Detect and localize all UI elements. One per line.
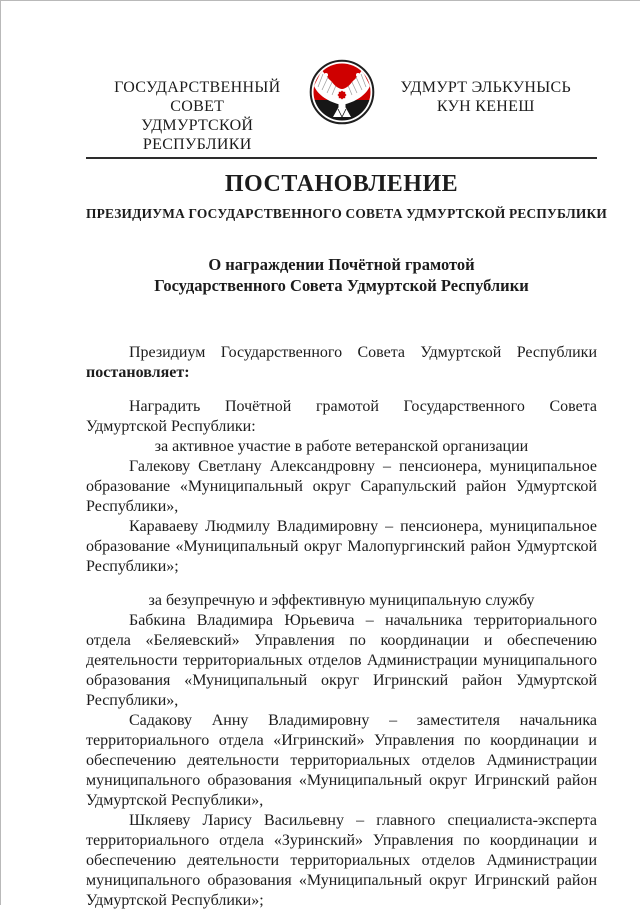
document-title: ПОСТАНОВЛЕНИЕ [224,171,459,197]
award-item: Караваеву Людмилу Владимировну – пенсионера, муниципальное образование «Муниципальный округ Малопургинский район Удмуртской Республики»; [86,518,597,575]
award-lead-paragraph: Наградить Почётной грамотой Государственного Совета Удмуртской Республики: [86,398,597,435]
award-item: Садакову Анну Владимировну – заместителя начальника территориального отдела «Игринский» Управления по координации и обеспечению деятельности территориальных отделов Администрации муниципального образования «Муниципальный округ Игринский район Удмуртской Республики», [86,712,597,809]
subject-line2: Государственного Совета Удмуртской Республики [154,276,529,295]
letterhead-right-line2: КУН КЕНЕШ [436,98,535,115]
letterhead-left-block [86,76,309,154]
subject-line1: О награждении Почётной грамотой [208,255,475,274]
section1-heading: за активное участие в работе ветеранской организации [154,438,529,455]
letterhead-left-line2: УДМУРТСКОЙ РЕСПУБЛИКИ [141,117,254,153]
award-item: Галекову Светлану Александровну – пенсионера, муниципальное образование «Муниципальный округ Сарапульский район Удмуртской Республики», [86,458,597,515]
document-subject [86,254,597,296]
letterhead-divider [86,157,597,159]
letterhead-right-line1: УДМУРТ ЭЛЬКУНЫСЬ [400,79,571,96]
letterhead-right-block [375,76,598,116]
resolution-lead-text: Президиум Государственного Совета Удмуртской Республики [129,344,597,361]
award-item: Бабкина Владимира Юрьевича – начальника территориального отдела «Беляевский» Управления по координации и обеспечению деятельности территориальных отделов Администрации муниципального образования «Муниципальный округ Игринский район Удмуртской Республики», [86,612,597,709]
section2-heading: за безупречную и эффективную муниципальную службу [148,592,535,609]
resolution-lead-paragraph [86,343,597,383]
award-item: Шкляеву Ларису Васильевну – главного специалиста-эксперта территориального отдела «Зуринский» Управления по координации и обеспечению деятельности территориальных отделов Администрации муниципального образования «Муниципальный округ Игринский район Удмуртской Республики»; [86,812,597,909]
resolution-verb: постановляет: [86,364,190,381]
document-body [86,343,597,911]
udmurtia-emblem-svg [309,59,375,125]
document-subtitle: ПРЕЗИДИУМА ГОСУДАРСТВЕННОГО СОВЕТА УДМУРТСКОЙ РЕСПУБЛИКИ [86,206,608,221]
letterhead [86,76,597,154]
letterhead-left-line1: ГОСУДАРСТВЕННЫЙ СОВЕТ [114,79,281,115]
decree-document [1,1,640,911]
udmurtia-emblem-icon [309,76,375,125]
